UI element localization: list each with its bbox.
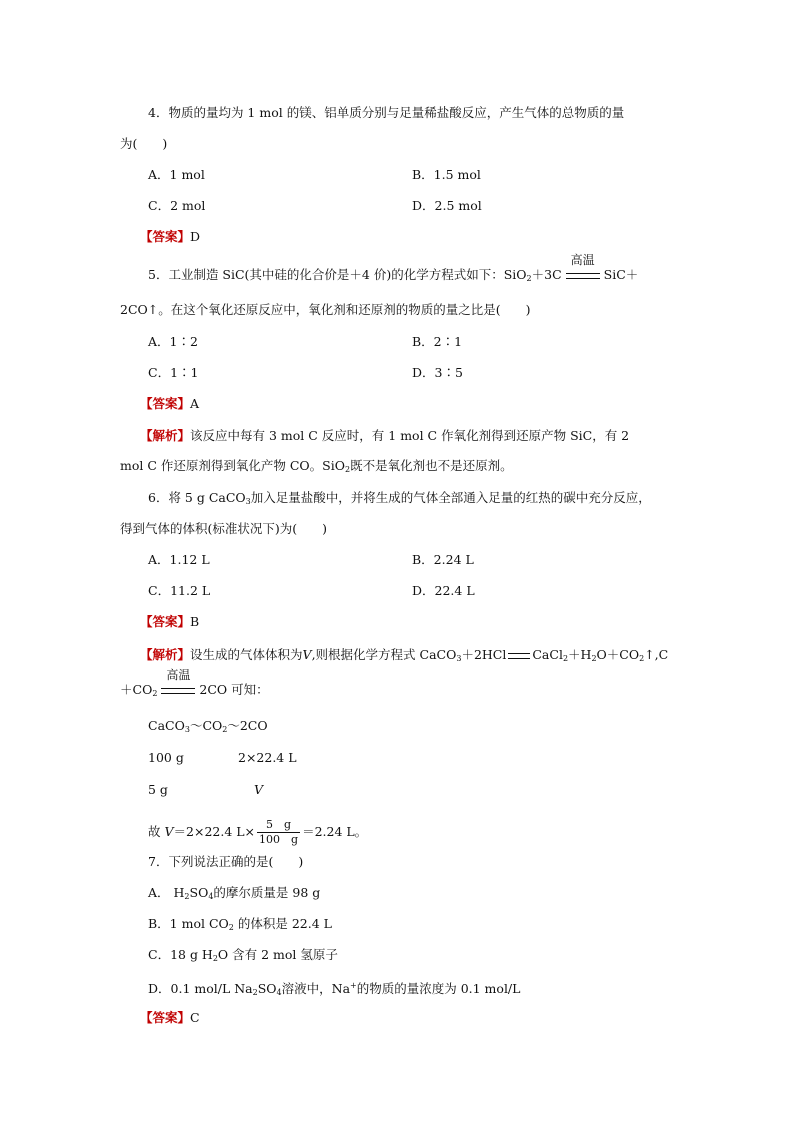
answer-value: A: [190, 396, 200, 411]
q6-analysis-text-a: 设生成的气体体积为: [190, 647, 303, 662]
answer-tag: 【答案】: [140, 1010, 191, 1025]
analysis-tag: 【解析】: [140, 647, 191, 662]
q6-analysis-line2: [120, 668, 269, 704]
subscript: 4: [276, 988, 282, 997]
q6-row2-left: 5 g: [148, 782, 168, 797]
q7-option-b-text-a: B．1 mol CO: [148, 916, 229, 931]
reaction-condition-label: 高温: [166, 668, 191, 682]
answer-value: C: [190, 1010, 200, 1025]
q7-option-b-text-b: 的体积是 22.4 L: [233, 916, 332, 931]
subscript: 2: [591, 654, 597, 663]
q6-analysis-text-g: ↑,C: [644, 647, 669, 662]
subscript: 2: [639, 654, 645, 663]
q6-relation: [148, 716, 268, 740]
subscript: 2: [228, 923, 234, 932]
q5-analysis-text: 该反应中每有 3 mol C 反应时，有 1 mol C 作氧化剂得到还原产物 SiC，有 2: [190, 428, 630, 443]
q4-stem-line2: 为( ): [120, 136, 168, 151]
equal-sign-arrow: [508, 653, 530, 659]
q7-option-a-text-b: SO: [189, 885, 209, 900]
q6-row1-right: 2×22.4 L: [238, 750, 297, 765]
fraction-denominator: 100 g: [259, 833, 299, 846]
q4-option-a: A．1 mol: [148, 167, 205, 182]
relation-a: CaCO: [148, 718, 185, 733]
q6-stem-line2: 得到气体的体积(标准状况下)为( ): [120, 521, 328, 536]
subscript: 3: [184, 725, 190, 734]
q5-stem-text-a: 5．工业制造 SiC(其中硅的化合价是＋4 价)的化学方程式如下：SiO: [148, 267, 527, 282]
q6-analysis-text-b: ,则根据化学方程式 CaCO: [311, 647, 457, 662]
answer-tag: 【答案】: [140, 229, 191, 244]
answer-value: D: [190, 229, 201, 244]
q4-stem-line1: 4．物质的量均为 1 mol 的镁、铝单质分别与足量稀盐酸反应，产生气体的总物质的量: [148, 105, 625, 120]
q6-row2-right: V: [254, 782, 264, 797]
q7-option-b: [148, 914, 332, 938]
q6-analysis-text-f: O＋CO: [596, 647, 640, 662]
q7-option-d-text-d: 的物质的量浓度为 0.1 mol/L: [356, 981, 521, 996]
subscript: 3: [456, 654, 462, 663]
answer-value: B: [190, 614, 200, 629]
reaction-condition-arrow: [566, 253, 600, 279]
subscript: 2: [184, 892, 190, 901]
answer-tag: 【答案】: [140, 396, 191, 411]
q5-analysis-line2: [120, 456, 513, 480]
q5-analysis-line1: [140, 426, 629, 446]
q5-stem-text-c: SiC＋: [603, 267, 639, 282]
q7-option-c-text-b: O 含有 2 mol 氢原子: [217, 947, 338, 962]
q7-option-c: [148, 945, 338, 969]
subscript: 2: [562, 654, 569, 663]
q5-option-c: C．1∶1: [148, 365, 199, 380]
q6-analysis-line2-a: ＋CO: [120, 682, 153, 697]
subscript: 3: [245, 497, 251, 506]
q6-analysis-line1: [140, 645, 668, 669]
q6-stem-line1: [148, 488, 651, 512]
q7-option-d-text-c: 溶液中，Na: [281, 981, 351, 996]
relation-c: ～2CO: [227, 718, 268, 733]
q6-analysis-line2-b: 2CO 可知：: [199, 682, 269, 697]
reaction-condition-label: 高温: [570, 253, 595, 267]
q5-analysis-text-b: 既不是氧化剂也不是还原剂。: [350, 458, 513, 473]
q7-option-d-text-a: D．0.1 mol/L Na: [148, 981, 253, 996]
subscript: 2: [222, 725, 228, 734]
q7-option-a: [148, 883, 320, 907]
q6-stem-text-a: 6．将 5 g CaCO: [148, 490, 246, 505]
superscript: +: [350, 981, 357, 990]
q5-analysis-text-a: mol C 作还原剂得到氧化产物 CO。SiO: [120, 458, 345, 473]
q6-option-d: D．22.4 L: [412, 583, 475, 598]
calc-text-a: 故: [148, 824, 165, 839]
variable-v: V: [164, 824, 174, 839]
variable-v: V: [302, 647, 312, 662]
subscript: 4: [208, 892, 214, 901]
fraction-numerator: 5 g: [257, 818, 300, 833]
subscript: 2: [526, 274, 532, 283]
answer-tag: 【答案】: [140, 614, 191, 629]
subscript: 2: [212, 954, 218, 963]
q5-option-a: A．1∶2: [148, 334, 198, 349]
q6-analysis-text-c: ＋2HCl: [461, 647, 507, 662]
subscript: 2: [252, 988, 258, 997]
q7-answer: [140, 1008, 200, 1028]
q5-stem-text-b: ＋3C: [531, 267, 562, 282]
q5-stem-line2: 2CO↑。在这个氧化还原反应中，氧化剂和还原剂的物质的量之比是( ): [120, 302, 531, 317]
subscript: 2: [344, 465, 351, 474]
q7-option-a-text-a: A． H: [148, 885, 185, 900]
q6-option-b: B．2.24 L: [412, 552, 474, 567]
q5-stem-line1: [148, 253, 639, 289]
calc-text-c: ＝2.24 L。: [302, 824, 368, 839]
q7-option-d-text-b: SO: [257, 981, 277, 996]
q6-option-a: A．1.12 L: [148, 552, 210, 567]
q6-row1-left: 100 g: [148, 750, 184, 765]
q4-answer: [140, 227, 200, 247]
fraction: [257, 818, 300, 847]
q6-calculation: [148, 815, 367, 849]
reaction-condition-arrow: [161, 668, 195, 694]
q4-option-b: B．1.5 mol: [412, 167, 481, 182]
q4-option-c: C．2 mol: [148, 198, 206, 213]
q4-option-d: D．2.5 mol: [412, 198, 482, 213]
relation-b: ～CO: [189, 718, 223, 733]
q7-option-d: [148, 976, 520, 1003]
q6-stem-text-b: 加入足量盐酸中，并将生成的气体全部通入足量的红热的碳中充分反应，: [250, 490, 651, 505]
q7-stem: 7．下列说法正确的是( ): [148, 854, 304, 869]
q5-option-b: B．2∶1: [412, 334, 463, 349]
q7-option-a-text-c: 的摩尔质量是 98 g: [213, 885, 321, 900]
q5-answer: [140, 394, 199, 414]
analysis-tag: 【解析】: [140, 428, 191, 443]
subscript: 2: [152, 689, 158, 698]
q6-option-c: C．11.2 L: [148, 583, 211, 598]
q6-analysis-text-e: ＋H: [568, 647, 592, 662]
q7-option-c-text-a: C．18 g H: [148, 947, 213, 962]
q6-analysis-text-d: CaCl: [532, 647, 563, 662]
q5-option-d: D．3∶5: [412, 365, 463, 380]
q6-answer: [140, 612, 199, 632]
calc-text-b: ＝2×22.4 L×: [173, 824, 256, 839]
